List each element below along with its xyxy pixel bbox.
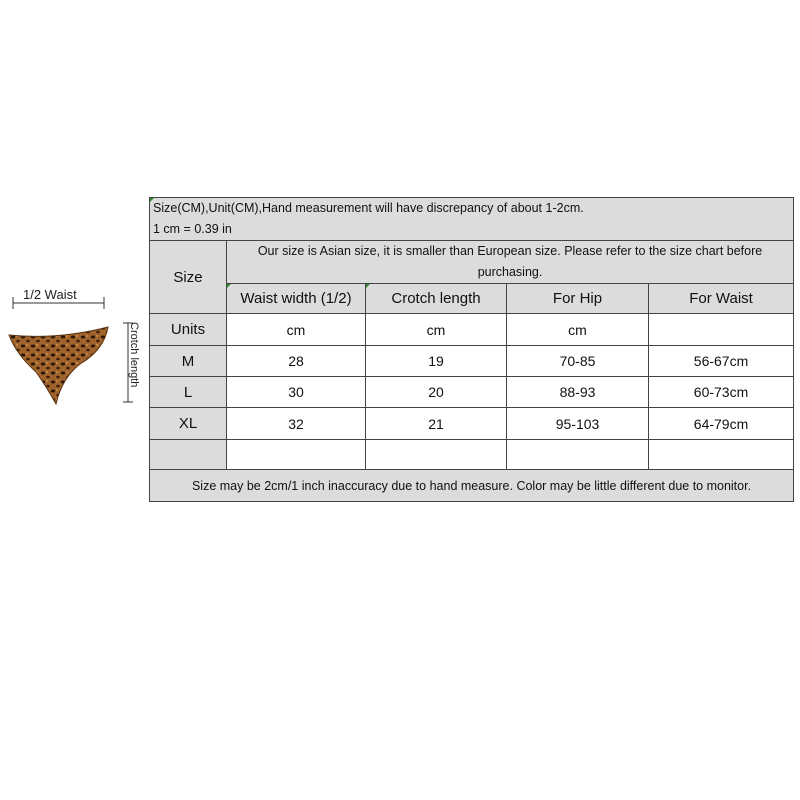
disclaimer-footer: Size may be 2cm/1 inch inaccuracy due to hand measure. Color may be little different due to monitor. xyxy=(150,470,794,502)
table-cell: 95-103 xyxy=(507,408,649,440)
empty-row xyxy=(150,440,794,470)
table-cell: 56-67cm xyxy=(649,346,794,377)
measurement-note xyxy=(150,198,794,241)
waist-label: 1/2 Waist xyxy=(23,287,77,302)
table-cell: 88-93 xyxy=(507,377,649,408)
size-chart-table xyxy=(149,197,794,502)
col-header-for-hip: For Hip xyxy=(507,284,649,314)
measurement-note-line1: Size(CM),Unit(CM),Hand measurement will have discrepancy of about 1-2cm. xyxy=(153,201,584,215)
size-label: M xyxy=(150,346,227,377)
empty-cell xyxy=(150,440,227,470)
size-label: XL xyxy=(150,408,227,440)
empty-cell xyxy=(227,440,366,470)
units-label: Units xyxy=(150,314,227,346)
asian-size-note: Our size is Asian size, it is smaller than European size. Please refer to the size chart before purchasing. xyxy=(227,241,794,284)
table-cell: 28 xyxy=(227,346,366,377)
table-cell: 19 xyxy=(366,346,507,377)
unit-cell: cm xyxy=(227,314,366,346)
conversion-note: 1 cm = 0.39 in xyxy=(153,222,232,236)
size-label: L xyxy=(150,377,227,408)
table-row xyxy=(150,346,794,377)
table-cell: 30 xyxy=(227,377,366,408)
unit-cell xyxy=(649,314,794,346)
table-cell: 70-85 xyxy=(507,346,649,377)
table-row xyxy=(150,408,794,440)
col-header-waist-width: Waist width (1/2) xyxy=(227,284,366,314)
empty-cell xyxy=(507,440,649,470)
table-cell: 21 xyxy=(366,408,507,440)
table-cell: 20 xyxy=(366,377,507,408)
size-header: Size xyxy=(150,241,227,314)
unit-cell: cm xyxy=(507,314,649,346)
empty-cell xyxy=(366,440,507,470)
units-row xyxy=(150,314,794,346)
table-cell: 64-79cm xyxy=(649,408,794,440)
empty-cell xyxy=(649,440,794,470)
col-header-for-waist: For Waist xyxy=(649,284,794,314)
table-cell: 60-73cm xyxy=(649,377,794,408)
crotch-length-label: Crotch length xyxy=(128,322,140,388)
unit-cell: cm xyxy=(366,314,507,346)
table-cell: 32 xyxy=(227,408,366,440)
table-row xyxy=(150,377,794,408)
col-header-crotch-length: Crotch length xyxy=(366,284,507,314)
